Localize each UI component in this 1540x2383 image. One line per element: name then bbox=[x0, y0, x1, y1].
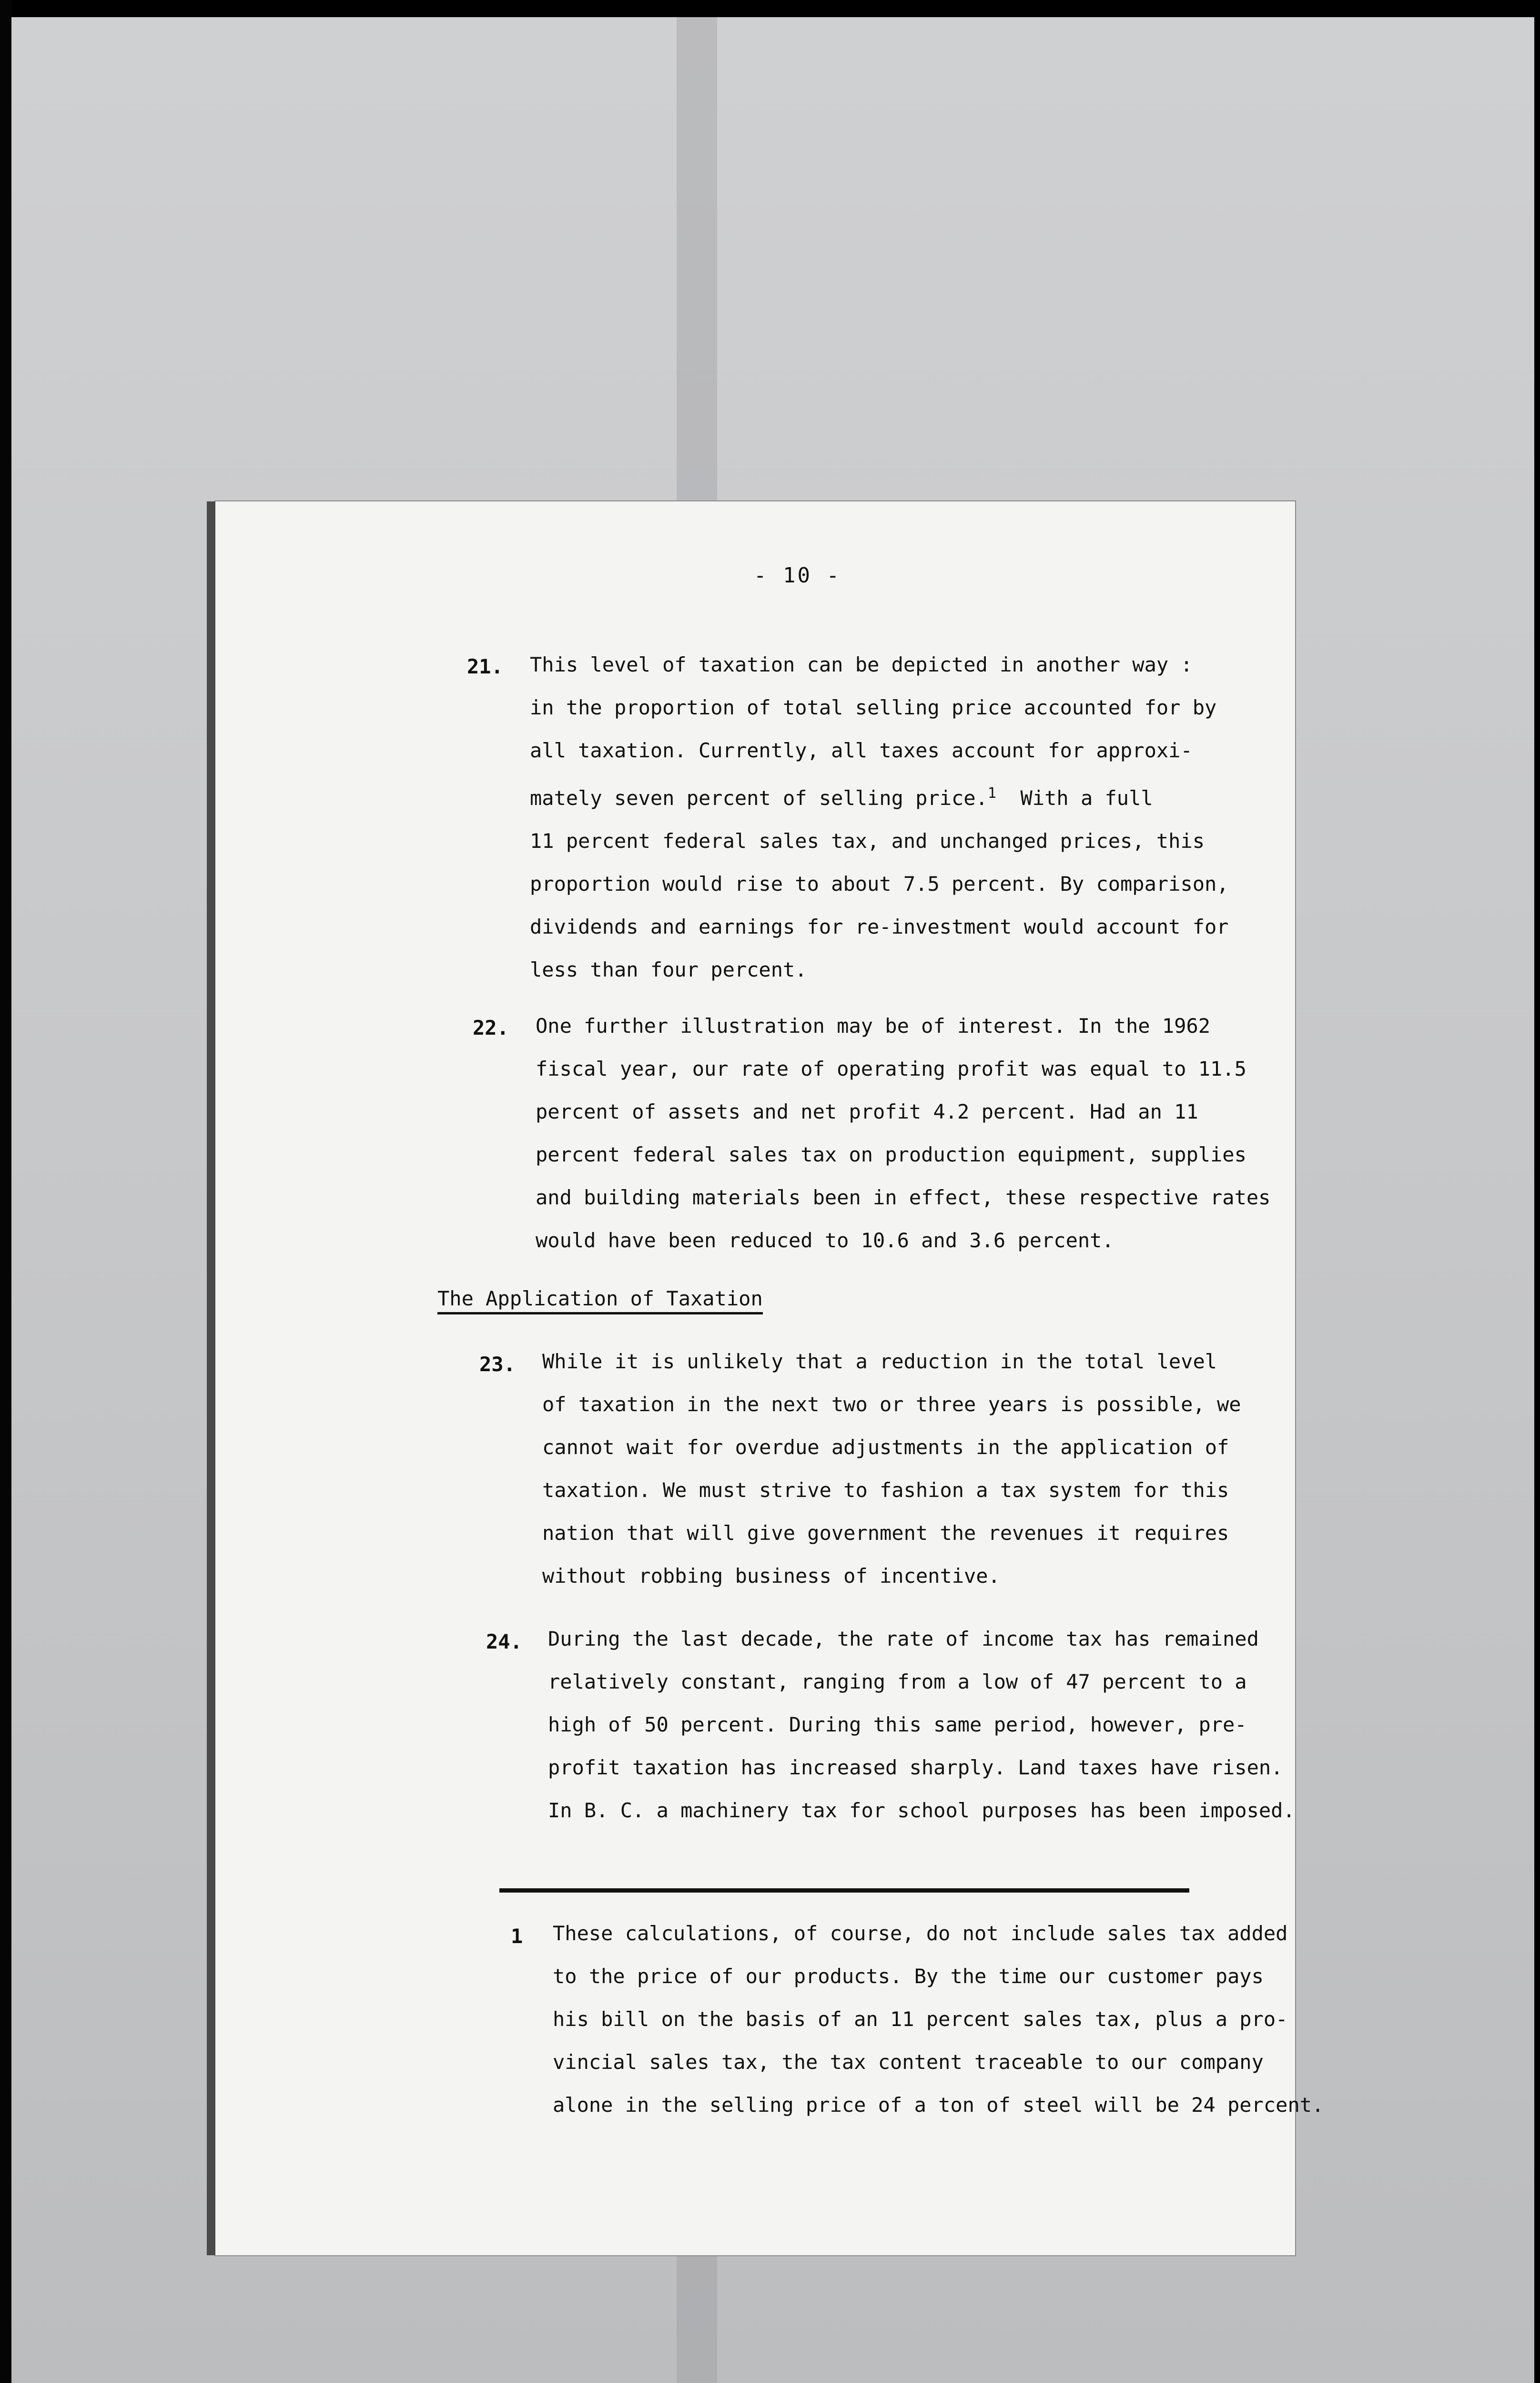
text-line: During the last decade, the rate of income tax has remained bbox=[548, 1627, 1259, 1650]
footnote-line: his bill on the basis of an 11 percent sales tax, plus a pro- bbox=[553, 2007, 1288, 2031]
text-line: less than four percent. bbox=[530, 958, 807, 981]
text-line-part: mately seven percent of selling price. bbox=[530, 786, 988, 810]
footnote-number: 1 bbox=[511, 1925, 523, 1948]
paragraph-number: 23. bbox=[479, 1353, 516, 1376]
scan-left-edge bbox=[0, 0, 11, 2383]
paragraph-24 bbox=[548, 1618, 1295, 1832]
text-line bbox=[530, 772, 1229, 820]
text-line: cannot wait for overdue adjustments in the application of bbox=[542, 1436, 1229, 1459]
paragraph-23 bbox=[542, 1340, 1241, 1598]
text-line: high of 50 percent. During this same period, however, pre- bbox=[548, 1713, 1247, 1736]
footnote-line: to the price of our products. By the time our customer pays bbox=[553, 1965, 1264, 1988]
text-line: While it is unlikely that a reduction in the total level bbox=[542, 1350, 1217, 1373]
footnote-line: These calculations, of course, do not include sales tax added bbox=[553, 1922, 1288, 1945]
text-line: of taxation in the next two or three years is possible, we bbox=[542, 1393, 1241, 1416]
text-line: fiscal year, our rate of operating profit was equal to 11.5 bbox=[536, 1057, 1246, 1080]
text-line: 11 percent federal sales tax, and unchanged prices, this bbox=[530, 829, 1205, 853]
text-line: profit taxation has increased sharply. Land taxes have risen. bbox=[548, 1756, 1283, 1779]
paragraph-number: 21. bbox=[467, 655, 503, 678]
footnote-rule bbox=[499, 1888, 1189, 1893]
text-line: without robbing business of incentive. bbox=[542, 1564, 1000, 1588]
text-line-part: With a full bbox=[1020, 786, 1153, 810]
text-line: all taxation. Currently, all taxes account for approxi- bbox=[530, 739, 1193, 762]
text-line: In B. C. a machinery tax for school purposes has been imposed. bbox=[548, 1799, 1295, 1822]
paragraph-22 bbox=[536, 1005, 1270, 1262]
text-line: This level of taxation can be depicted in another way : bbox=[530, 653, 1193, 676]
paragraph-number: 24. bbox=[486, 1630, 522, 1653]
paragraph-21 bbox=[530, 643, 1229, 991]
text-line: relatively constant, ranging from a low of 47 percent to a bbox=[548, 1670, 1247, 1693]
page-number: - 10 - bbox=[754, 563, 841, 588]
text-line: One further illustration may be of interest. In the 1962 bbox=[536, 1014, 1211, 1038]
footnote-line: alone in the selling price of a ton of steel will be 24 percent. bbox=[553, 2093, 1324, 2117]
text-line: would have been reduced to 10.6 and 3.6 percent. bbox=[536, 1229, 1114, 1252]
footnote bbox=[553, 1912, 1324, 2127]
section-heading: The Application of Taxation bbox=[437, 1287, 763, 1314]
text-line: nation that will give government the revenues it requires bbox=[542, 1521, 1229, 1545]
text-line: and building materials been in effect, these respective rates bbox=[536, 1186, 1271, 1209]
footnote-marker: 1 bbox=[987, 785, 996, 802]
text-line: percent of assets and net profit 4.2 percent. Had an 11 bbox=[536, 1100, 1198, 1123]
text-line: proportion would rise to about 7.5 percent. By comparison, bbox=[530, 872, 1229, 896]
text-line: dividends and earnings for re-investment would account for bbox=[530, 915, 1229, 938]
text-line: taxation. We must strive to fashion a tax system for this bbox=[542, 1478, 1229, 1502]
text-line: percent federal sales tax on production equipment, supplies bbox=[536, 1143, 1246, 1166]
paragraph-number: 22. bbox=[473, 1016, 509, 1039]
text-line: in the proportion of total selling price accounted for by bbox=[530, 696, 1217, 719]
footnote-line: vincial sales tax, the tax content traceable to our company bbox=[553, 2050, 1264, 2074]
